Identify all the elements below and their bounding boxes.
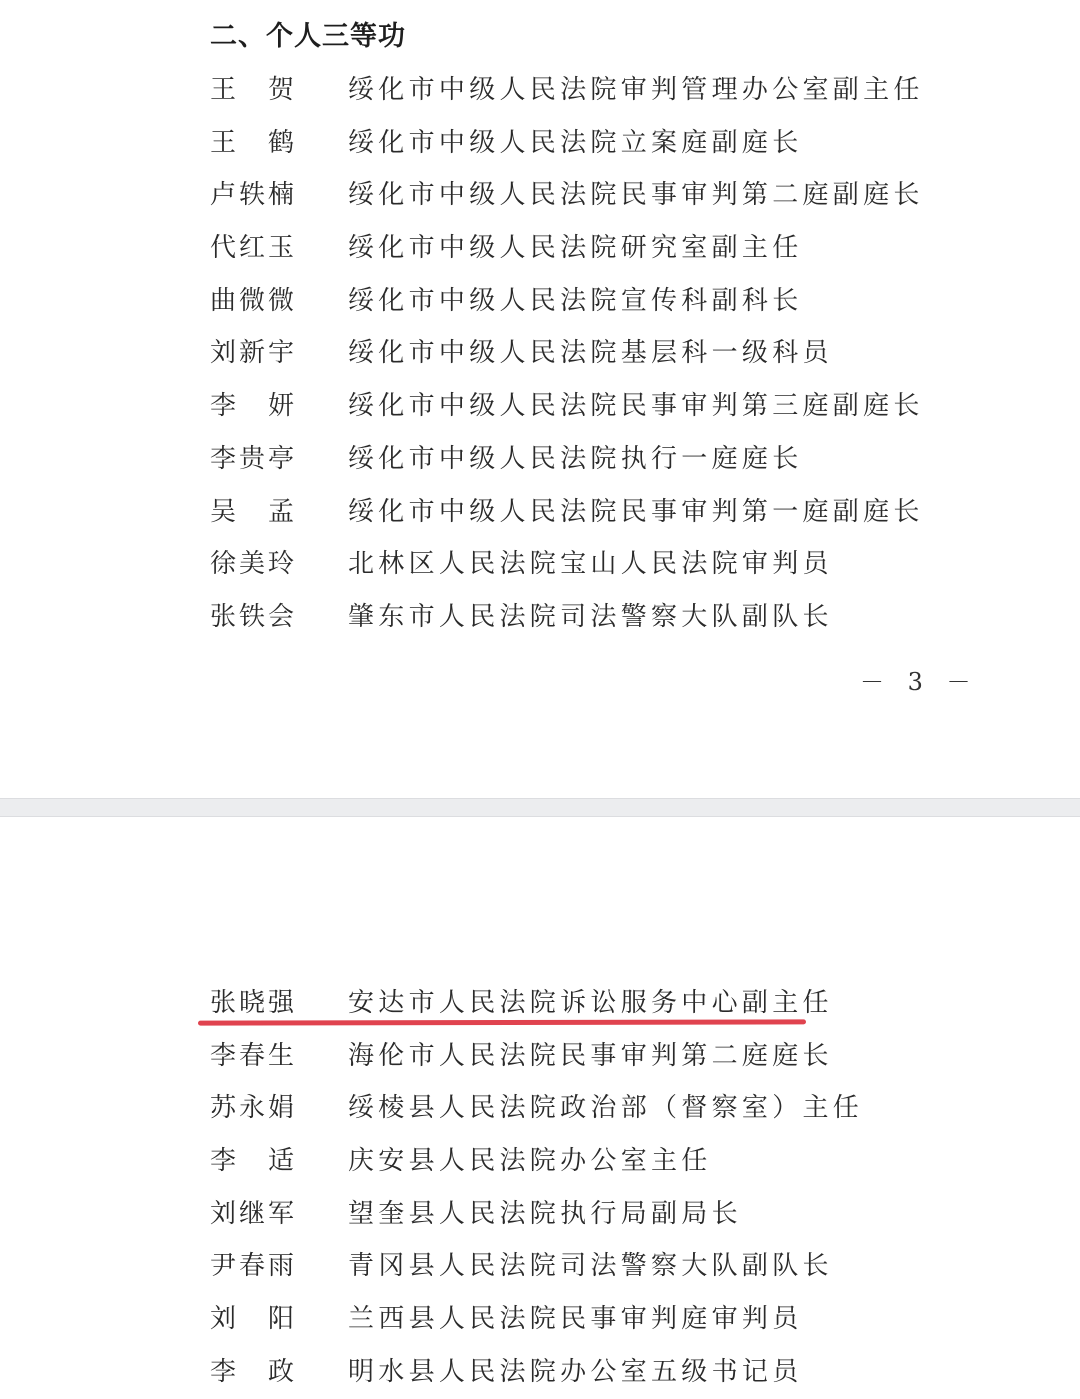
person-name: 刘继军: [210, 1198, 298, 1229]
person-position: 肇东市人民法院司法警察大队副队长: [348, 601, 833, 632]
person-position: 兰西县人民法院民事审判庭审判员: [348, 1304, 803, 1335]
person-position: 望奎县人民法院执行局副局长: [348, 1198, 742, 1229]
person-position: 绥化市中级人民法院民事审判第三庭副庭长: [348, 391, 924, 422]
person-position: 海伦市人民法院民事审判第二庭庭长: [348, 1040, 833, 1071]
person-position: 绥化市中级人民法院执行一庭庭长: [348, 443, 803, 474]
person-name: 吴 孟: [210, 496, 298, 527]
person-name: 代红玉: [210, 233, 298, 264]
person-name: 苏永娟: [210, 1093, 298, 1124]
person-name: 刘 阳: [210, 1304, 298, 1335]
person-name: 李 妍: [210, 391, 298, 422]
person-name: 曲微微: [210, 285, 298, 316]
person-name: 王 贺: [210, 75, 298, 105]
person-name: 刘新宇: [210, 338, 298, 369]
person-name: 卢轶楠: [210, 180, 298, 211]
person-position: 明水县人民法院办公室五级书记员: [348, 1356, 803, 1387]
person-position: 安达市人民法院诉讼服务中心副主任: [348, 988, 833, 1018]
document-page-bottom: [0, 816, 1080, 1399]
person-name: 徐美玲: [210, 549, 298, 580]
person-position: 绥化市中级人民法院基层科一级科员: [348, 338, 833, 369]
person-position: 绥化市中级人民法院立案庭副庭长: [348, 127, 803, 158]
person-name: 李春生: [210, 1040, 298, 1071]
person-name: 王 鹤: [210, 127, 298, 158]
person-position: 青冈县人民法院司法警察大队副队长: [348, 1251, 833, 1282]
person-position: 绥棱县人民法院政治部（督察室）主任: [348, 1093, 864, 1124]
person-position: 绥化市中级人民法院宣传科副科长: [348, 285, 803, 316]
person-position: 庆安县人民法院办公室主任: [348, 1146, 712, 1177]
person-name: 李贵亭: [210, 443, 298, 474]
person-name: 李 适: [210, 1146, 298, 1177]
person-position: 绥化市中级人民法院民事审判第二庭副庭长: [348, 180, 924, 211]
person-position: 北林区人民法院宝山人民法院审判员: [348, 549, 833, 580]
person-name: 张晓强: [210, 988, 298, 1018]
person-position: 绥化市中级人民法院审判管理办公室副主任: [348, 75, 924, 105]
person-name: 张铁会: [210, 601, 298, 632]
person-name: 尹春雨: [210, 1251, 298, 1282]
section-title: 二、个人三等功: [210, 21, 406, 52]
page-number: － 3 －: [860, 668, 979, 696]
person-position: 绥化市中级人民法院民事审判第一庭副庭长: [348, 496, 924, 527]
person-position: 绥化市中级人民法院研究室副主任: [348, 233, 803, 264]
person-name: 李 政: [210, 1356, 298, 1387]
